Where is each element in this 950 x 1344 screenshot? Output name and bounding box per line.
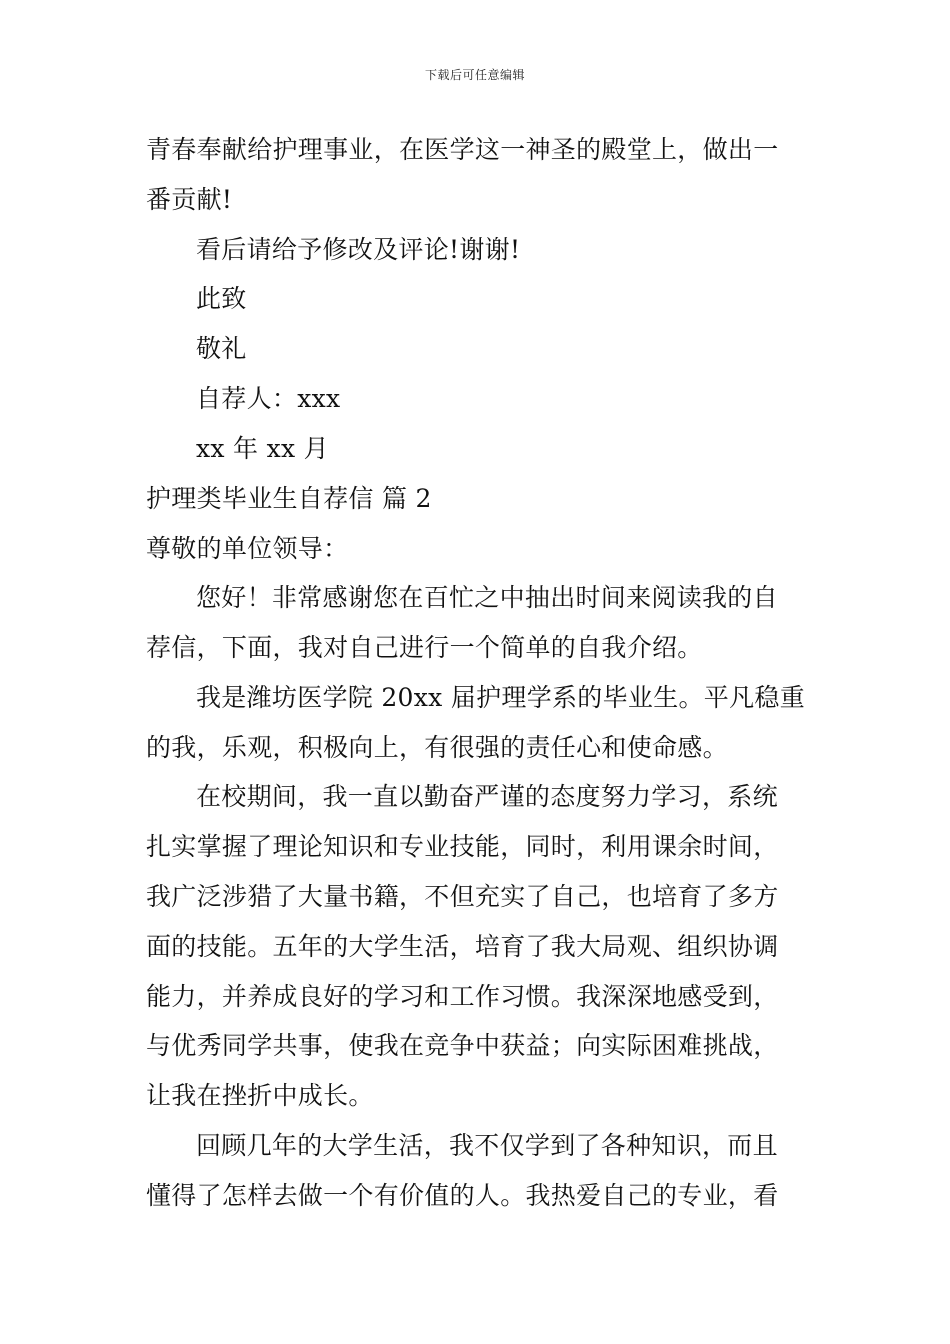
page-header: 下载后可任意编辑 <box>424 68 525 82</box>
body-line: 青春奉献给护理事业，在医学这一神圣的殿堂上，做出一 <box>146 135 779 164</box>
body-line: 荐信，下面，我对自己进行一个简单的自我介绍。 <box>146 633 703 662</box>
signature-line: 自荐人：xxx <box>196 384 341 413</box>
body-line: 扎实掌握了理论知识和专业技能，同时，利用课余时间， <box>146 832 779 861</box>
salutation: 尊敬的单位领导： <box>146 534 349 563</box>
closing-line: 敬礼 <box>196 334 247 363</box>
body-line: 与优秀同学共事，使我在竞争中获益；向实际困难挑战， <box>146 1031 779 1060</box>
body-line: 看后请给予修改及评论!谢谢! <box>196 235 521 264</box>
body-line: 在校期间，我一直以勤奋严谨的态度努力学习，系统 <box>196 782 778 811</box>
section-title: 护理类毕业生自荐信 篇 2 <box>146 484 432 513</box>
body-line: 面的技能。五年的大学生活，培育了我大局观、组织协调 <box>146 932 779 961</box>
closing-line: 此致 <box>196 284 247 313</box>
body-line: 您好！非常感谢您在百忙之中抽出时间来阅读我的自 <box>196 583 778 612</box>
body-line: 我是潍坊医学院 20xx 届护理学系的毕业生。平凡稳重 <box>196 683 806 712</box>
body-line: 番贡献! <box>146 185 233 214</box>
body-line: 能力，并养成良好的学习和工作习惯。我深深地感受到， <box>146 982 779 1011</box>
body-line: 回顾几年的大学生活，我不仅学到了各种知识，而且 <box>196 1131 778 1160</box>
body-line: 让我在挫折中成长。 <box>146 1081 374 1110</box>
body-line: 我广泛涉猎了大量书籍，不但充实了自己，也培育了多方 <box>146 882 779 911</box>
body-line: 的我，乐观，积极向上，有很强的责任心和使命感。 <box>146 733 728 762</box>
body-line: 懂得了怎样去做一个有价值的人。我热爱自己的专业，看 <box>146 1181 779 1210</box>
date-line: xx 年 xx 月 <box>196 434 329 463</box>
